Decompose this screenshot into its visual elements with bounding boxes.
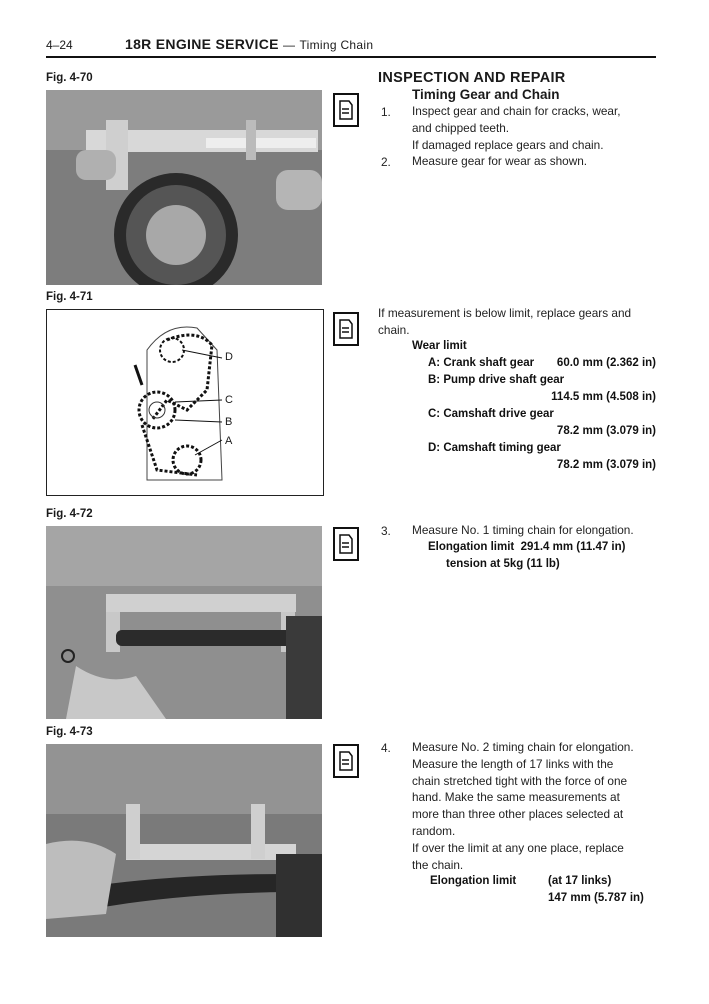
wear-note [378, 305, 658, 339]
wear-a-value: 60.0 mm (2.362 in) [556, 357, 656, 369]
diagram-label-b: B [225, 416, 233, 428]
chapter-title: 18R ENGINE SERVICE [125, 36, 279, 52]
elongation-limit-label: Elongation limit [428, 541, 515, 553]
elongation-limit-value: 291.4 mm (11.47 in) [520, 541, 626, 553]
subsection-heading: Timing Gear and Chain [412, 87, 560, 102]
wear-a-label: A: Crank shaft gear [428, 357, 535, 369]
step-1-text [412, 103, 656, 153]
step-1-line: If damaged replace gears and chain. [412, 137, 604, 152]
service-manual-icon [333, 744, 359, 778]
service-manual-icon [333, 312, 359, 346]
wear-b-label: B: Pump drive shaft gear [428, 374, 565, 386]
step-3-number: 3. [381, 524, 391, 538]
fig-4-72-photo [46, 526, 322, 719]
step-4-line: chain stretched tight with the force of one [412, 773, 628, 788]
header-rule [46, 56, 656, 58]
step-4-limit-note: (at 17 links) [548, 875, 612, 887]
step-3-text: Measure No. 1 timing chain for elongation. [412, 523, 634, 537]
wear-note-line: chain. [378, 322, 410, 337]
step-4-line: Measure the length of 17 links with the [412, 756, 614, 771]
step-4-line: random. [412, 823, 456, 838]
wear-note-line: If measurement is below limit, replace gears and [378, 306, 632, 320]
fig-4-72-label: Fig. 4-72 [46, 508, 93, 520]
fig-4-73-label: Fig. 4-73 [46, 726, 93, 738]
wear-d-value: 78.2 mm (3.079 in) [556, 459, 656, 471]
section-heading: INSPECTION AND REPAIR [378, 70, 566, 86]
step-2-number: 2. [381, 155, 391, 169]
fig-4-71-diagram [46, 309, 324, 496]
step-4-limit-label: Elongation limit [430, 875, 517, 887]
step-1-line: and chipped teeth. [412, 120, 510, 135]
step-4-line: If over the limit at any one place, replace [412, 840, 624, 855]
step-4-line: more than three other places selected at [412, 807, 624, 822]
step-4-line: the chain. [412, 857, 464, 872]
step-4-line: Measure No. 2 timing chain for elongation. [412, 740, 634, 754]
section-subtitle: Timing Chain [299, 38, 374, 52]
fig-4-70-photo [46, 90, 322, 285]
step-1-number: 1. [381, 105, 391, 119]
fig-4-73-photo [46, 744, 322, 937]
step-4-limit-value: 147 mm (5.787 in) [548, 892, 644, 904]
diagram-label-d: D [225, 351, 233, 363]
step-2-text: Measure gear for wear as shown. [412, 154, 588, 168]
service-manual-icon [333, 527, 359, 561]
fig-4-71-label: Fig. 4-71 [46, 291, 93, 303]
step-4-number: 4. [381, 741, 391, 755]
title-separator: — [282, 38, 296, 52]
step-3-limit [428, 539, 625, 556]
wear-c-label: C: Camshaft drive gear [428, 408, 554, 420]
page-number: 4–24 [46, 38, 73, 52]
wear-b-value: 114.5 mm (4.508 in) [551, 391, 656, 403]
step-4-line: hand. Make the same measurements at [412, 790, 620, 805]
diagram-label-c: C [225, 394, 233, 406]
step-3-tension: tension at 5kg (11 lb) [446, 558, 560, 570]
wear-limit-heading: Wear limit [412, 340, 467, 352]
fig-4-70-label: Fig. 4-70 [46, 72, 93, 84]
step-4-text [412, 739, 658, 873]
wear-d-label: D: Camshaft timing gear [428, 442, 561, 454]
wear-c-value: 78.2 mm (3.079 in) [556, 425, 656, 437]
diagram-label-a: A [225, 435, 233, 447]
page-title [125, 36, 373, 52]
step-1-line: Inspect gear and chain for cracks, wear, [412, 104, 621, 118]
service-manual-icon [333, 93, 359, 127]
